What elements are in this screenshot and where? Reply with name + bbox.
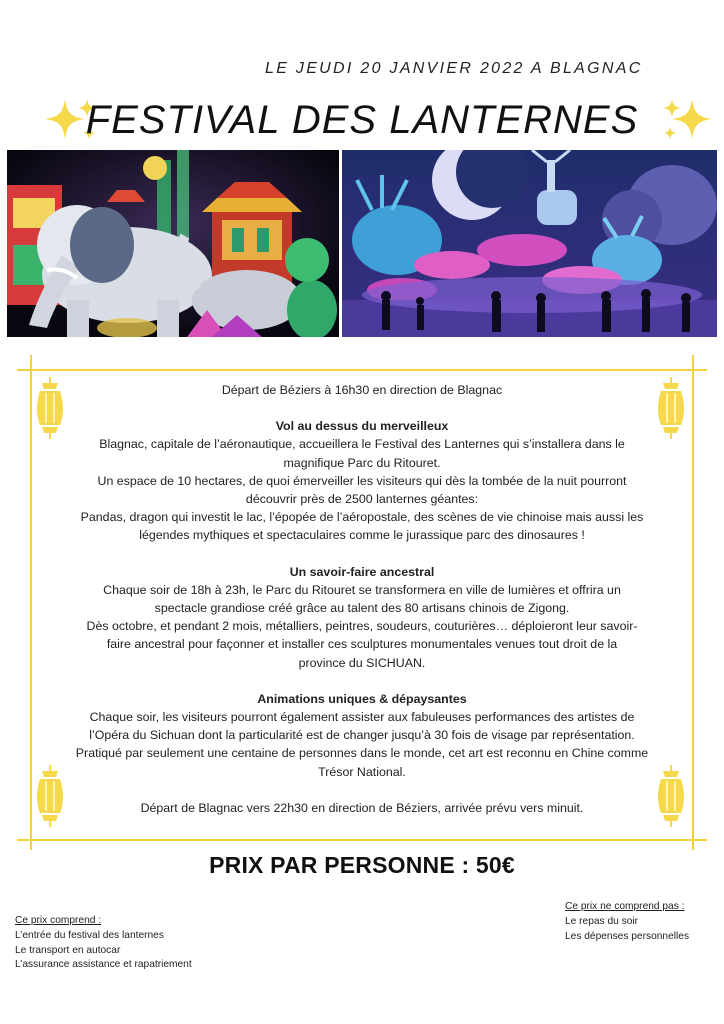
paragraph-line: spectacle grandiose créé grâce au talent des 80 artisans chinois de Zigong. bbox=[154, 601, 570, 616]
frame-bottom-line bbox=[17, 839, 707, 841]
paragraph-line: magnifique Parc du Ritouret. bbox=[283, 455, 441, 470]
section-heading: Animations uniques & dépaysantes bbox=[257, 691, 467, 706]
price-per-person: PRIX PAR PERSONNE : 50€ bbox=[209, 852, 515, 878]
paragraph-line: Un espace de 10 hectares, de quoi émerveiller les visiteurs qui dès la tombée de la nuit pourront bbox=[97, 473, 627, 488]
lantern-icon bbox=[36, 377, 64, 439]
list-item: Le transport en autocar bbox=[15, 944, 121, 956]
section-heading: Vol au dessus du merveilleux bbox=[275, 419, 449, 434]
lantern-icon bbox=[657, 377, 685, 439]
paragraph-line: Pandas, dragon qui investit le lac, l’épopée de l’aéropostale, des scènes de vie chinoise mais aussi les bbox=[80, 510, 644, 525]
list-item: Le repas du soir bbox=[565, 915, 639, 927]
paragraph-line: Chaque soir, les visiteurs pourront également assister aux fabuleuses performances des artistes de bbox=[89, 710, 635, 725]
lantern-icon bbox=[657, 765, 685, 827]
paragraph-line: l’Opéra du Sichuan dont la particularité est de changer jusqu’à 30 fois de visage par représentation. bbox=[89, 728, 635, 743]
frame-top-line bbox=[17, 369, 707, 371]
program-description bbox=[65, 381, 659, 817]
page-title: FESTIVAL DES LANTERNES bbox=[85, 98, 639, 142]
excludes-label: Ce prix ne comprend pas : bbox=[565, 901, 685, 912]
paragraph-line: Chaque soir de 18h à 23h, le Parc du Ritouret se transformera en ville de lumières et offrira un bbox=[103, 582, 621, 597]
list-item: L’assurance assistance et rapatriement bbox=[15, 959, 192, 971]
section-heading: Un savoir-faire ancestral bbox=[289, 564, 435, 579]
return-info: Départ de Blagnac vers 22h30 en direction de Béziers, arrivée prévu vers minuit. bbox=[140, 800, 584, 815]
price-includes-list bbox=[15, 914, 192, 973]
event-date-line: LE JEUDI 20 JANVIER 2022 A BLAGNAC bbox=[265, 60, 643, 77]
paragraph-line: Dès octobre, et pendant 2 mois, métalliers, peintres, soudeurs, couturières… déploieront leur savoir- bbox=[86, 619, 638, 634]
list-item: L’entrée du festival des lanternes bbox=[15, 929, 164, 941]
price-excludes-list bbox=[565, 900, 689, 944]
paragraph-line: légendes mythiques et spectaculaires comme le jurassique parc des dinosaures ! bbox=[139, 528, 585, 543]
lantern-deer-photo bbox=[342, 150, 717, 337]
frame-left-line bbox=[30, 355, 32, 850]
lantern-elephant-photo bbox=[7, 150, 339, 337]
departure-info: Départ de Béziers à 16h30 en direction de Blagnac bbox=[221, 383, 503, 397]
paragraph-line: province du SICHUAN. bbox=[298, 655, 426, 670]
includes-label: Ce prix comprend : bbox=[15, 915, 102, 926]
paragraph-line: faire ancestral pour façonner et installer ces sculptures monumentales venues tout droit de la bbox=[106, 637, 618, 652]
paragraph-line: découvrir près de 2500 lanternes géantes: bbox=[245, 492, 479, 507]
lantern-icon bbox=[36, 765, 64, 827]
paragraph-line: Blagnac, capitale de l’aéronautique, accueillera le Festival des Lanternes qui s’installera dans le bbox=[99, 437, 625, 452]
list-item: Les dépenses personnelles bbox=[565, 930, 690, 942]
sparkle-icon bbox=[662, 97, 716, 143]
title-row bbox=[0, 95, 724, 145]
paragraph-line: Trésor National. bbox=[318, 764, 406, 779]
frame-right-line bbox=[692, 355, 694, 850]
paragraph-line: Pratiqué par seulement une centaine de personnes dans le monde, cet art est reconnu en Chine comme bbox=[75, 746, 649, 761]
